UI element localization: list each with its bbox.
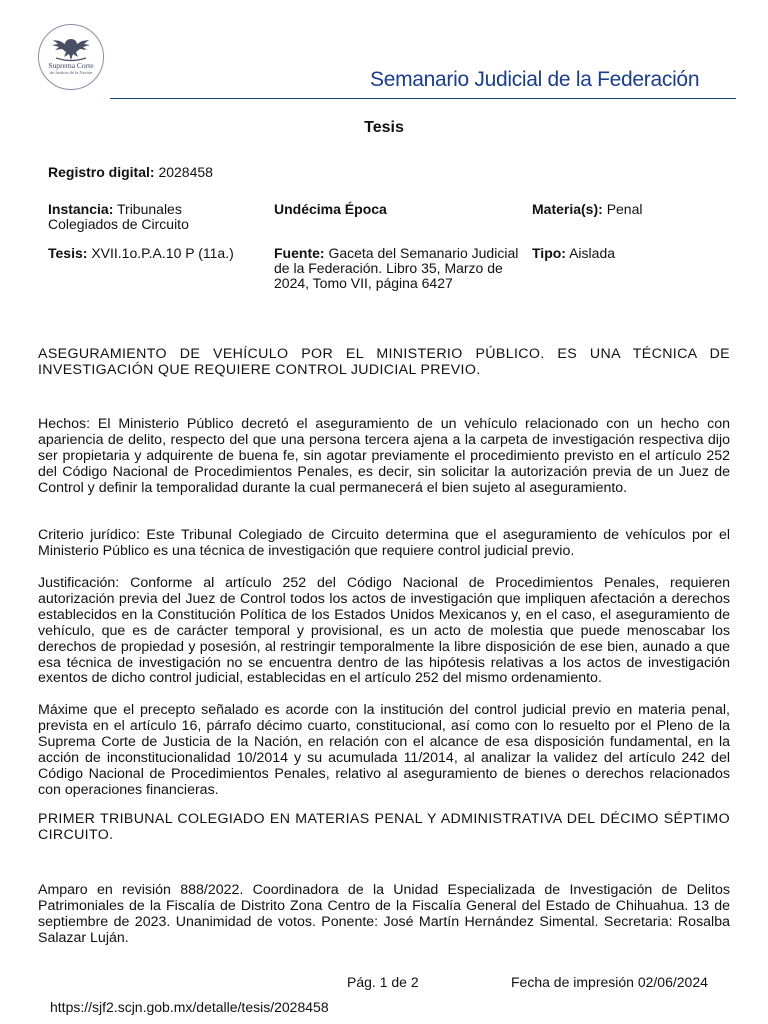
fuente-value: Gaceta del Semanario Judicial de la Federación. Libro 35, Marzo de 2024, Tomo VII, página 6427 (274, 245, 519, 291)
materia-field (532, 202, 732, 217)
registro-label: Registro digital: (48, 164, 155, 180)
materia-label: Materia(s): (532, 201, 603, 217)
header-title: Semanario Judicial de la Federación (370, 68, 700, 91)
fuente-label: Fuente: (274, 245, 325, 261)
page-number: Pág. 1 de 2 (347, 974, 419, 990)
registro-field (48, 165, 348, 180)
fuente-field (274, 246, 524, 291)
epoca-label: Undécima Época (274, 201, 387, 217)
logo-name: Suprema Corte (48, 60, 94, 70)
logo-subtitle: de Justicia de la Nación (49, 69, 93, 75)
precedente-paragraph: Amparo en revisión 888/2022. Coordinadora de la Unidad Especializada de Investigación de Delitos Patrimoniales de la Fiscalía de Distrito Zona Centro de la Fiscalía General del Estado de Chihuahua. 13 de septiembre de 2023. Unanimidad de votos. Ponente: José Martín Hernández Simental. Secretaria: Rosalba Salazar Luján. (38, 882, 730, 946)
tipo-label: Tipo: (532, 245, 566, 261)
tesis-value: XVII.1o.P.A.10 P (11a.) (91, 245, 234, 261)
tesis-field (48, 246, 270, 261)
materia-value: Penal (606, 201, 643, 217)
scjn-logo (38, 24, 104, 90)
tipo-field (532, 246, 732, 261)
maxime-paragraph: Máxime que el precepto señalado es acorde con la institución del control judicial previo en materia penal, prevista en el artículo 16, párrafo décimo cuarto, constitucional, así como con lo resuelto por el Pleno de la Suprema Corte de Justicia de la Nación, en relación con el alcance de esa disposición fundamental, en la acción de inconstitucionalidad 10/2014 y su acumulada 11/2014, al analizar la validez del artículo 242 del Código Nacional de Procedimientos Penales, relativo al aseguramiento de bienes o derechos relacionados con operaciones financieras. (38, 702, 730, 798)
hechos-paragraph: Hechos: El Ministerio Público decretó el aseguramiento de un vehículo relacionado con un hecho con apariencia de delito, respecto del que una persona tercera ajena a la carpeta de investigación respectiva dijo ser propietaria y adquirente de buena fe, sin agotar previamente el procedimiento previsto en el artículo 252 del Código Nacional de Procedimientos Penales, es decir, sin solicitar la autorización previa de un Juez de Control y definir la temporalidad durante la cual permanecerá el bien sujeto al aseguramiento. (38, 416, 730, 496)
instancia-label: Instancia: (48, 201, 114, 217)
tesis-label: Tesis: (48, 245, 88, 261)
print-date: Fecha de impresión 02/06/2024 (511, 974, 708, 990)
rubro-heading: ASEGURAMIENTO DE VEHÍCULO POR EL MINISTERIO PÚBLICO. ES UNA TÉCNICA DE INVESTIGACIÓN QUE REQUIERE CONTROL JUDICIAL PREVIO. (38, 346, 730, 378)
registro-value: 2028458 (158, 164, 213, 180)
source-url[interactable]: https://sjf2.scjn.gob.mx/detalle/tesis/2028458 (50, 999, 329, 1015)
header-divider (110, 98, 736, 99)
tribunal-heading: PRIMER TRIBUNAL COLEGIADO EN MATERIAS PENAL Y ADMINISTRATIVA DEL DÉCIMO SÉPTIMO CIRCUITO. (38, 811, 730, 843)
instancia-value: Tribunales Colegiados de Circuito (48, 201, 189, 232)
instancia-field (48, 202, 253, 232)
eagle-seal-icon (50, 36, 92, 62)
epoca-field (274, 202, 514, 217)
tipo-value: Aislada (569, 245, 616, 261)
justificacion-paragraph: Justificación: Conforme al artículo 252 del Código Nacional de Procedimientos Penales, requieren autorización previa del Juez de Control todos los actos de investigación que impliquen afectación a derechos establecidos en la Constitución Política de los Estados Unidos Mexicanos y, en el caso, el aseguramiento de vehículo, que es de carácter temporal y provisional, es un acto de molestia que puede menoscabar los derechos de propiedad y posesión, al restringir temporalmente la libre disposición de ese bien, aunado a que esa técnica de investigación no se encuentra dentro de las hipótesis relativas a los actos de investigación exentos de dicho control judicial, establecidas en el artículo 252 del mismo ordenamiento. (38, 575, 730, 687)
document-title: Tesis (364, 119, 404, 136)
criterio-paragraph: Criterio jurídico: Este Tribunal Colegiado de Circuito determina que el aseguramiento de vehículos por el Ministerio Público es una técnica de investigación que requiere control judicial previo. (38, 527, 730, 559)
